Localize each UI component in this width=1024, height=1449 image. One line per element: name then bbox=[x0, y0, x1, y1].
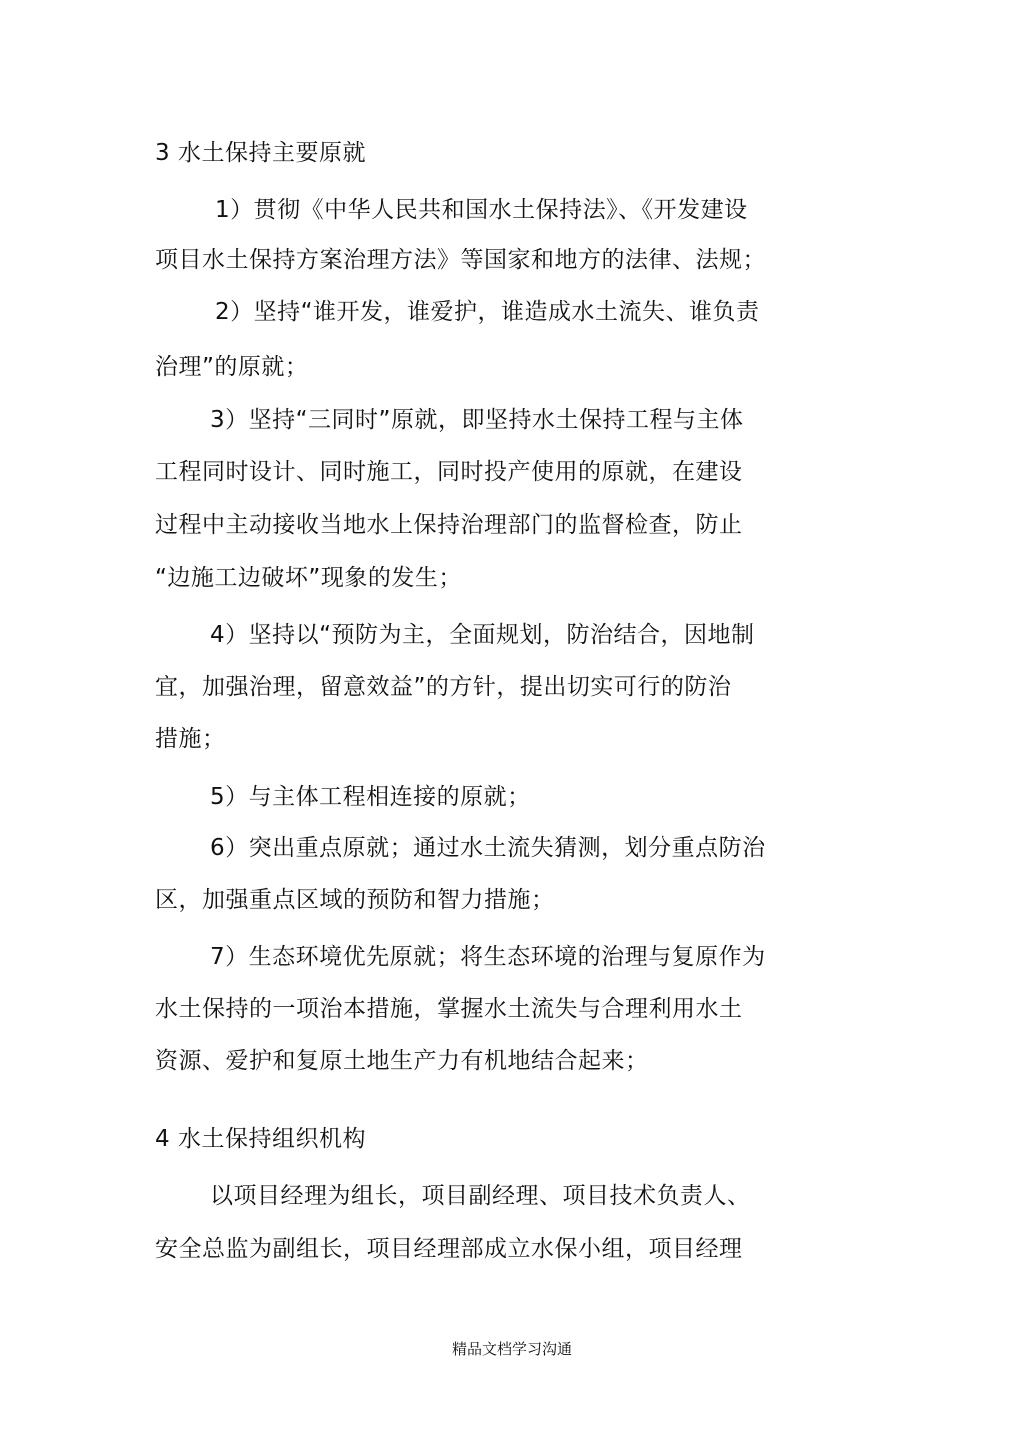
paragraph-line: 过程中主动接收当地水上保持治理部门的监督检查，防止 bbox=[155, 512, 743, 538]
paragraph-line: 区，加强重点区域的预防和智力措施； bbox=[155, 887, 555, 913]
paragraph-line: 安全总监为副组长，项目经理部成立水保小组，项目经理 bbox=[155, 1236, 743, 1262]
paragraph-line: 2）坚持“谁开发，谁爱护，谁造成水土流失、谁负责 bbox=[215, 299, 760, 325]
paragraph-line: 工程同时设计、同时施工，同时投产使用的原就，在建设 bbox=[155, 459, 743, 485]
paragraph-line: 7）生态环境优先原就；将生态环境的治理与复原作为 bbox=[210, 944, 766, 970]
section-3-heading: 3 水土保持主要原就 bbox=[155, 140, 366, 166]
paragraph-line: 以项目经理为组长，项目副经理、项目技术负责人、 bbox=[210, 1183, 751, 1209]
paragraph-line: 4）坚持以“预防为主，全面规划，防治结合，因地制 bbox=[210, 622, 755, 648]
paragraph-line: 6）突出重点原就；通过水土流失猜测，划分重点防治 bbox=[210, 835, 766, 861]
paragraph-line: 5）与主体工程相连接的原就； bbox=[210, 784, 531, 810]
paragraph-line: “边施工边破坏”现象的发生； bbox=[155, 565, 462, 591]
page-footer: 精品文档学习沟通 bbox=[451, 1340, 572, 1358]
paragraph-line: 宜，加强治理，留意效益”的方针，提出切实可行的防治 bbox=[155, 674, 732, 700]
paragraph-line: 项目水土保持方案治理方法》等国家和地方的法律、法规； bbox=[155, 247, 766, 273]
paragraph-line: 水土保持的一项治本措施，掌握水土流失与合理利用水土 bbox=[155, 996, 743, 1022]
paragraph-line: 3）坚持“三同时”原就，即坚持水土保持工程与主体 bbox=[210, 407, 744, 433]
paragraph-line: 治理”的原就； bbox=[155, 354, 309, 380]
paragraph-line: 措施； bbox=[155, 726, 226, 752]
paragraph-line: 1）贯彻《中华人民共和国水土保持法》、《开发建设 bbox=[215, 197, 748, 223]
section-4-heading: 4 水土保持组织机构 bbox=[155, 1126, 366, 1152]
paragraph-line: 资源、爱护和复原土地生产力有机地结合起来； bbox=[155, 1048, 649, 1074]
